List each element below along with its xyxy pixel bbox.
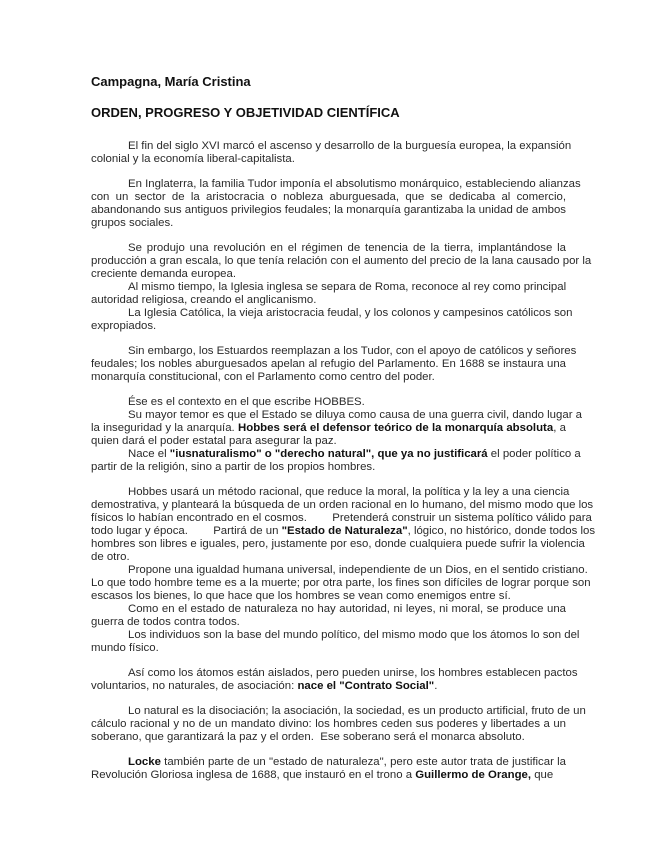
text-run: Lo que todo hombre teme es a la muerte; por otra parte, los fines son difíciles de lograr porque son — [91, 577, 591, 589]
document-body — [91, 140, 596, 782]
text-section — [91, 178, 581, 230]
text-run: La Iglesia Católica, la vieja aristocracia feudal, y los colonos y campesinos católicos son — [128, 307, 573, 319]
text-run: cálculo racional y no de un mandato divino: los hombres ceden sus poderes y libertades a un — [91, 718, 566, 730]
paragraph — [91, 140, 572, 166]
text-run: El fin del siglo XVI marcó el ascenso y desarrollo de la burguesía europea, la expansión — [128, 140, 572, 152]
bold-text: Guillermo de Orange, — [415, 769, 532, 781]
text-run: Al mismo tiempo, la Iglesia inglesa se separa de Roma, reconoce al rey como principal — [128, 281, 567, 293]
text-section — [91, 345, 577, 384]
text-section — [91, 756, 566, 782]
text-run: Se produjo una revolución en el régimen de tenencia de la tierra, implantándose la — [128, 242, 566, 254]
text-run: monarquía constitucional, con el Parlamento como centro del poder. — [91, 371, 435, 383]
paragraph — [91, 281, 566, 307]
paragraph — [91, 409, 582, 448]
text-line — [91, 590, 566, 603]
paragraph — [91, 486, 596, 564]
paragraph — [91, 629, 580, 655]
text-run: que — [531, 769, 554, 781]
paragraph — [91, 667, 578, 693]
text-run: Hobbes usará un método racional, que reduce la moral, la política y la ley a una ciencia — [128, 486, 570, 498]
text-section — [91, 705, 586, 744]
text-run: voluntarios, no naturales, de asociación: — [91, 680, 298, 692]
text-line — [91, 307, 573, 320]
text-line — [91, 178, 581, 191]
bold-text: Hobbes será el defensor teórico de la monarquía absoluta — [238, 422, 554, 434]
text-run: producción a gran escala, lo que tenía relación con el aumento del precio de la lana causado por la — [91, 255, 592, 267]
text-run: Como en el estado de naturaleza no hay autoridad, ni leyes, ni moral, se produce una — [128, 603, 566, 615]
text-line — [91, 217, 566, 230]
text-line — [91, 191, 566, 204]
text-run: quien dará el poder estatal para asegurar la paz. — [91, 435, 337, 447]
text-line — [91, 320, 566, 333]
text-run: Los individuos son la base del mundo político, del mismo modo que los átomos lo son del — [128, 629, 580, 641]
text-line — [91, 577, 591, 590]
text-run: escasos los bienes, lo que hace que los hombres se vean como enemigos entre sí. — [91, 590, 511, 602]
text-line — [91, 642, 566, 655]
text-line — [91, 294, 566, 307]
text-section — [91, 667, 578, 693]
text-line — [91, 153, 566, 166]
text-run: creciente demanda europea. — [91, 268, 237, 280]
text-run: Sin embargo, los Estuardos reemplazan a los Tudor, con el apoyo de católicos y señores — [128, 345, 577, 357]
paragraph — [91, 603, 566, 629]
text-run: En Inglaterra, la familia Tudor imponía el absolutismo monárquico, estableciendo alianzas — [128, 178, 581, 190]
paragraph — [91, 756, 566, 782]
text-run: expropiados. — [91, 320, 157, 332]
text-line — [91, 281, 566, 294]
author-name: Campagna, María Cristina — [91, 74, 251, 89]
text-line — [91, 204, 566, 217]
text-run: hombres son libres e iguales, pero, justamente por eso, donde cualquiera puede sufrir la violencia — [91, 538, 585, 550]
paragraph — [91, 564, 591, 603]
text-line — [91, 538, 585, 551]
document-page — [91, 74, 596, 782]
paragraph — [91, 396, 566, 409]
text-line — [91, 718, 566, 731]
text-run: Revolución Gloriosa inglesa de 1688, que instauró en el trono a — [91, 769, 416, 781]
text-section — [91, 140, 572, 166]
text-line — [91, 358, 566, 371]
text-section — [91, 486, 596, 655]
text-run: . — [434, 680, 438, 692]
text-run: Así como los átomos están aislados, pero pueden unirse, los hombres establecen pactos — [128, 667, 578, 679]
text-run: demostrativa, y planteará la búsqueda de un orden racional en lo humano, del mismo modo que los — [91, 499, 594, 511]
text-run: Nace el — [128, 448, 170, 460]
paragraph — [91, 307, 573, 333]
text-line — [91, 603, 566, 616]
text-line — [91, 371, 566, 384]
text-line — [91, 756, 566, 769]
text-run: feudales; los nobles aburguesados apelan al refugio del Parlamento. En 1688 se instaura una — [91, 358, 566, 370]
text-section — [91, 396, 582, 474]
bold-text: nace el "Contrato Social" — [297, 680, 435, 692]
text-run: grupos sociales. — [91, 217, 174, 229]
text-run: Propone una igualdad humana universal, independiente de un Dios, en el sentido cristiano. — [128, 564, 588, 576]
text-line — [91, 616, 566, 629]
text-line — [91, 461, 566, 474]
text-run: autoridad religiosa, creando el anglicanismo. — [91, 294, 317, 306]
bold-text: "iusnaturalismo" o "derecho natural", que ya no justificará — [169, 448, 488, 460]
paragraph — [91, 705, 586, 744]
text-line — [91, 551, 566, 564]
text-line — [91, 448, 581, 461]
text-line — [91, 512, 592, 525]
text-run: físicos lo habían encontrado en el cosmos. Pretenderá construir un sistema político válido para — [91, 512, 592, 524]
text-line — [91, 525, 596, 538]
text-run: de otro. — [91, 551, 130, 563]
text-run: guerra de todos contra todos. — [91, 616, 240, 628]
text-run: también parte de un "estado de naturaleza", pero este autor trata de justificar la — [160, 756, 566, 768]
text-run: Su mayor temor es que el Estado se diluya como causa de una guerra civil, dando lugar a — [128, 409, 582, 421]
text-line — [91, 680, 566, 693]
text-run: soberano, que garantizará la paz y el orden. Ese soberano será el monarca absoluto. — [91, 731, 525, 743]
text-line — [91, 486, 570, 499]
paragraph — [91, 242, 592, 281]
text-run: abandonando sus antiguos privilegios feudales; la monarquía garantizaba la unidad de ambos — [91, 204, 566, 216]
text-run: mundo físico. — [91, 642, 159, 654]
text-line — [91, 409, 582, 422]
text-section — [91, 242, 592, 333]
document-title: ORDEN, PROGRESO Y OBJETIVIDAD CIENTÍFICA — [91, 105, 400, 120]
text-run: la inseguridad y la anarquía. — [91, 422, 239, 434]
text-run: Lo natural es la disociación; la asociación, la sociedad, es un producto artificial, fruto de un — [128, 705, 586, 717]
paragraph — [91, 448, 581, 474]
text-run: , a — [553, 422, 567, 434]
text-run: Ése es el contexto en el que escribe HOBBES. — [128, 396, 365, 408]
paragraph — [91, 345, 577, 384]
text-line — [91, 345, 577, 358]
text-run: todo lugar y época. Partirá de un — [91, 525, 282, 537]
text-line — [91, 564, 588, 577]
text-run: partir de la religión, sino a partir de los propios hombres. — [91, 461, 376, 473]
text-line — [91, 396, 566, 409]
text-line — [91, 255, 592, 268]
bold-text: Locke — [128, 756, 161, 768]
text-line — [91, 422, 566, 435]
text-run: colonial y la economía liberal-capitalista. — [91, 153, 295, 165]
text-line — [91, 769, 566, 782]
text-line — [91, 499, 594, 512]
text-line — [91, 268, 566, 281]
text-line — [91, 667, 578, 680]
text-line — [91, 629, 580, 642]
text-run: , lógico, no histórico, donde todos los — [407, 525, 596, 537]
text-line — [91, 705, 586, 718]
text-line — [91, 140, 572, 153]
text-line — [91, 435, 566, 448]
text-run: con un sector de la aristocracia o nobleza aburguesada, que se dedicaba al comercio, — [91, 191, 566, 203]
text-line — [91, 242, 566, 255]
text-run: el poder político a — [487, 448, 581, 460]
bold-text: "Estado de Naturaleza" — [281, 525, 408, 537]
paragraph — [91, 178, 581, 230]
text-line — [91, 731, 566, 744]
